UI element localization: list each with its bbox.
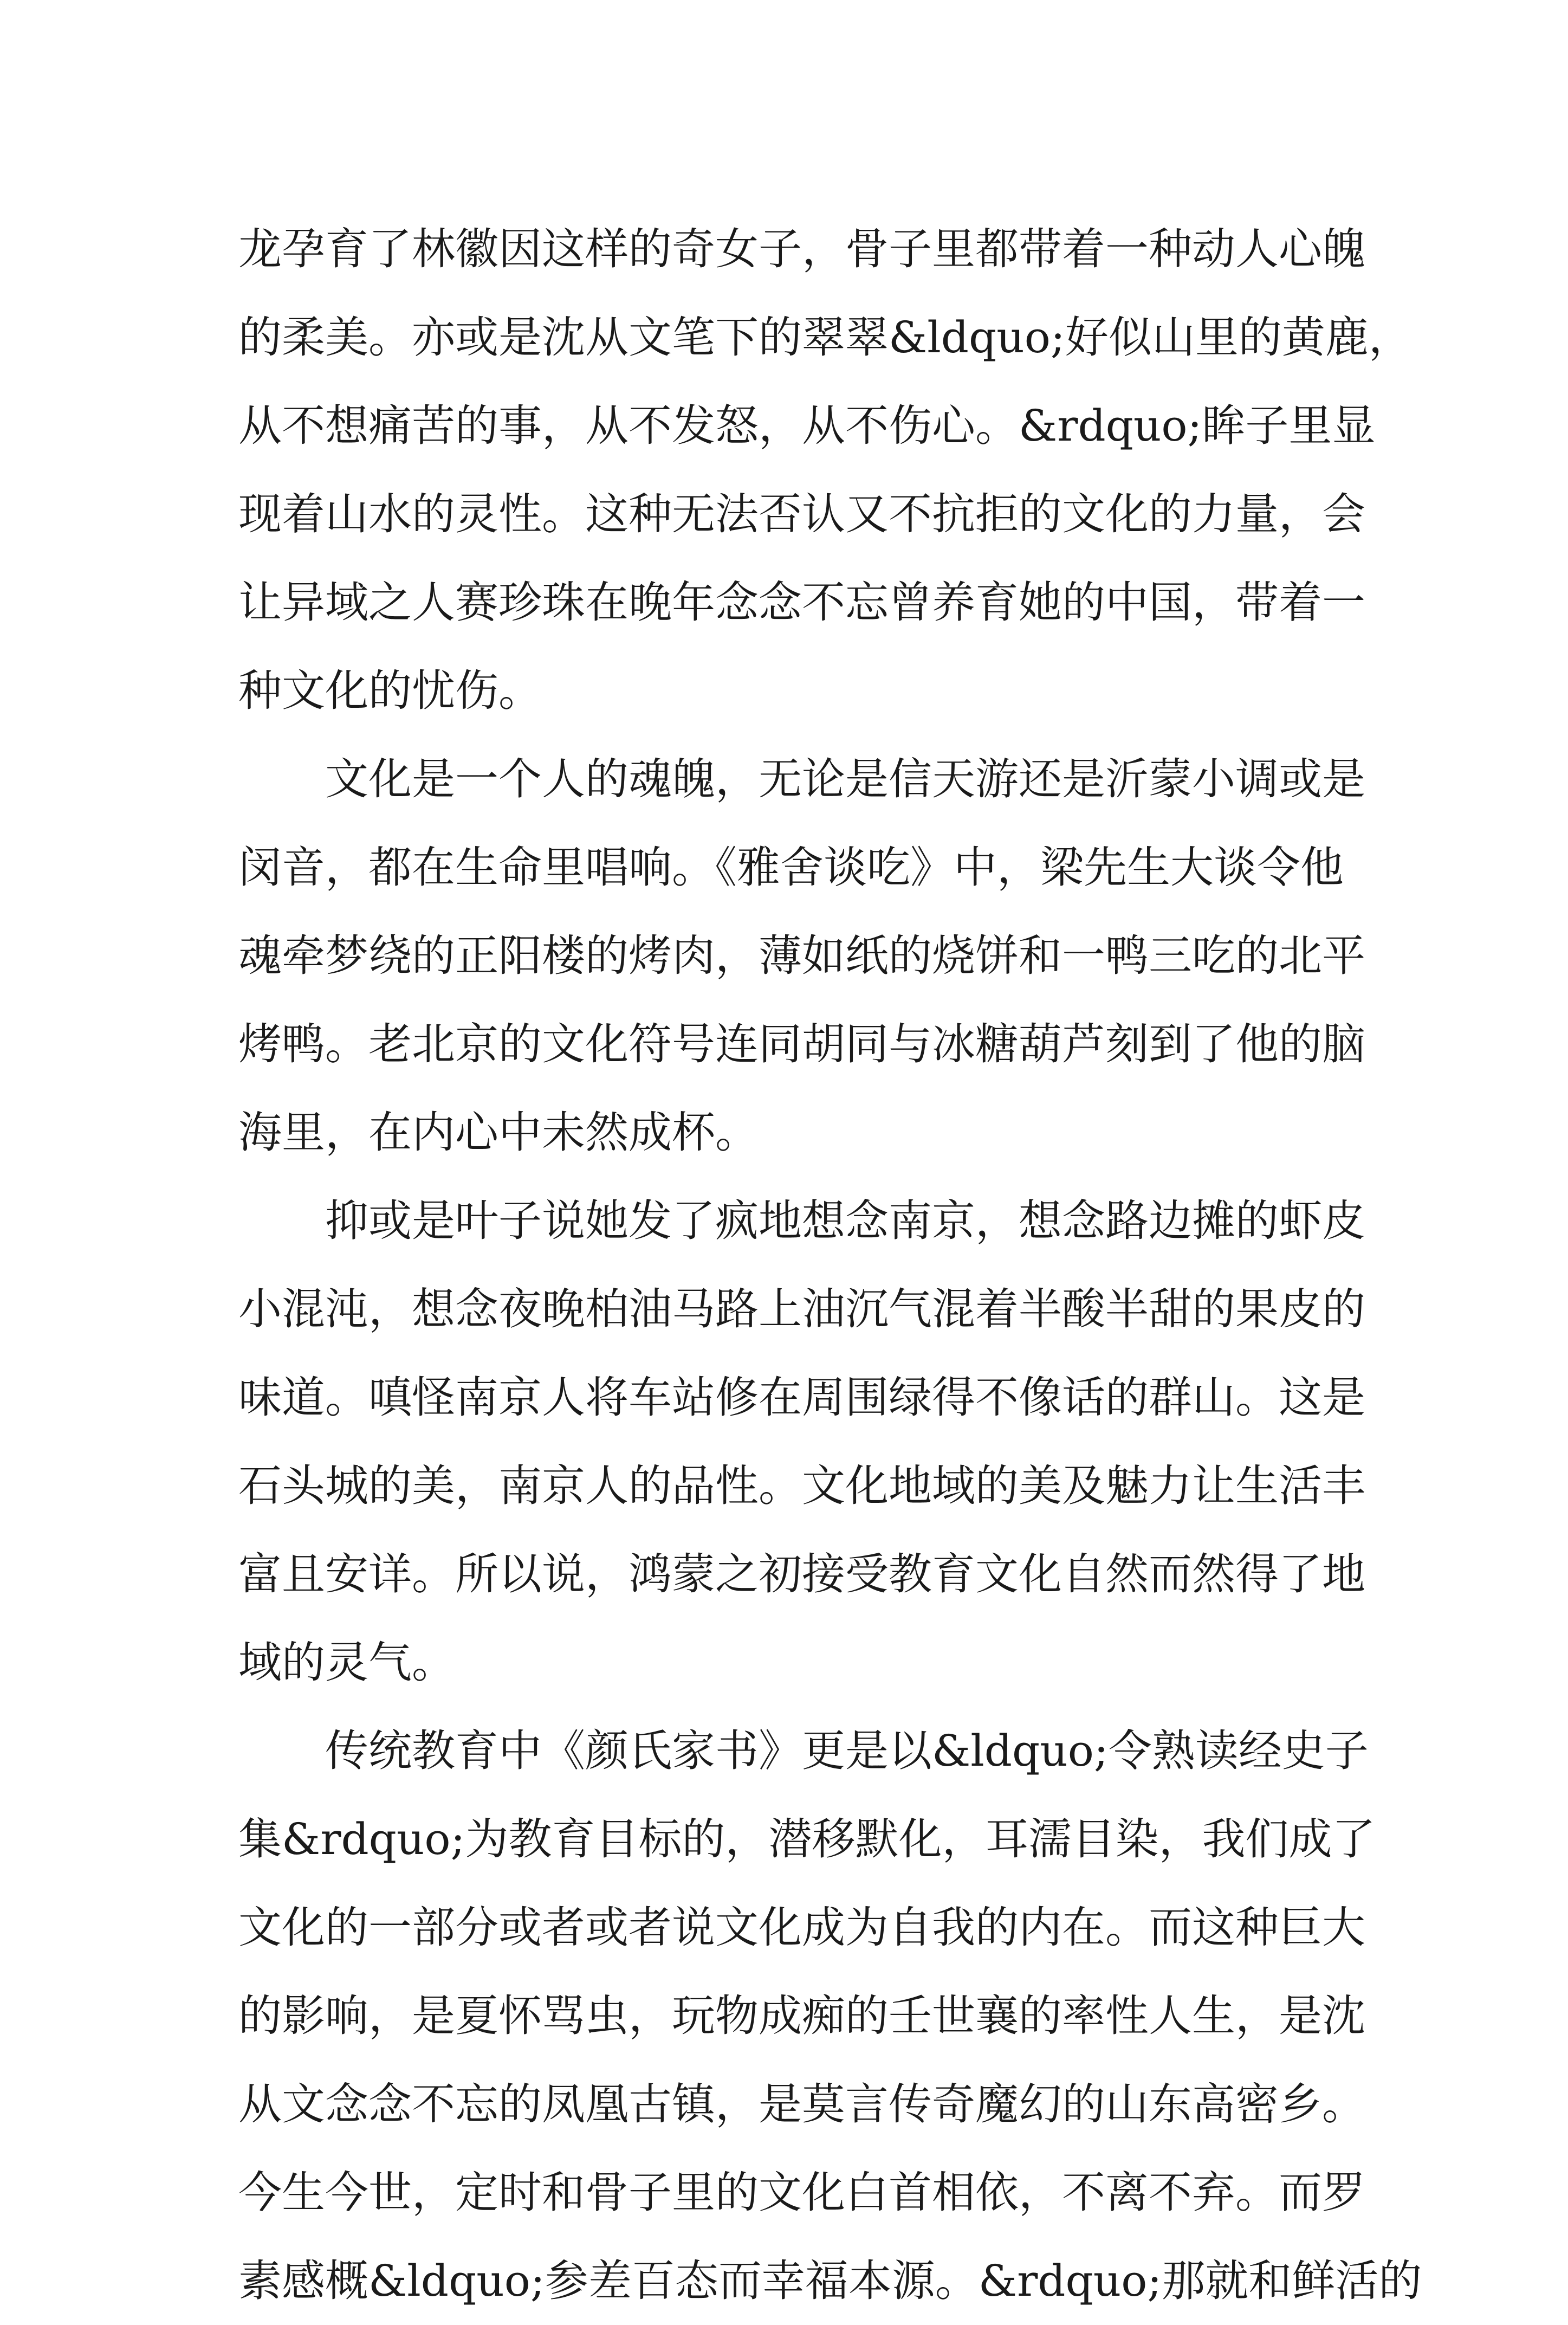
text-line-indented: 传统教育中《颜氏家书》更是以&ldquo;令熟读经史子 (325, 1726, 1369, 1776)
document-body (238, 205, 1422, 2325)
text-line: 闵音，都在生命里唱响。《雅舍谈吃》中，梁先生大谈令他 (238, 842, 1344, 893)
paragraph-3 (238, 1177, 1365, 1707)
text-line: 文化的一部分或者或者说文化成为自我的内在。而这种巨大 (238, 1902, 1365, 1953)
text-line: 今生今世，定时和骨子里的文化白首相依，不离不弃。而罗 (238, 2167, 1365, 2218)
text-line: 现着山水的灵性。这种无法否认又不抗拒的文化的力量，会 (238, 489, 1365, 539)
text-line: 小混沌，想念夜晚柏油马路上油沉气混着半酸半甜的果皮的 (238, 1284, 1365, 1334)
text-line: 从文念念不忘的凤凰古镇，是莫言传奇魔幻的山东高密乡。 (238, 2079, 1365, 2129)
text-line: 烤鸭。老北京的文化符号连同胡同与冰糖葫芦刻到了他的脑 (238, 1019, 1365, 1069)
text-line: 集&rdquo;为教育目标的，潜移默化，耳濡目染，我们成了 (238, 1814, 1376, 1864)
text-line: 海里，在内心中未然成杯。 (238, 1107, 759, 1158)
text-line: 富且安详。所以说，鸿蒙之初接受教育文化自然而然得了地 (238, 1549, 1365, 1599)
text-line: 味道。嗔怪南京人将车站修在周围绿得不像话的群山。这是 (238, 1372, 1365, 1423)
text-line: 让异域之人赛珍珠在晚年念念不忘曾养育她的中国，带着一 (238, 577, 1365, 628)
text-line-indented: 抑或是叶子说她发了疯地想念南京，想念路边摊的虾皮 (325, 1196, 1365, 1246)
text-line-indented: 文化是一个人的魂魄，无论是信天游还是沂蒙小调或是 (325, 754, 1365, 804)
paragraph-4 (238, 1707, 1422, 2325)
paragraph-2 (238, 735, 1365, 1177)
text-line: 素感概&ldquo;参差百态而幸福本源。&rdquo;那就和鲜活的 (238, 2256, 1422, 2306)
text-line: 魂牵梦绕的正阳楼的烤肉，薄如纸的烧饼和一鸭三吃的北平 (238, 931, 1365, 981)
text-line: 域的灵气。 (238, 1637, 455, 1688)
text-line: 龙孕育了林徽因这样的奇女子，骨子里都带着一种动人心魄 (238, 224, 1365, 274)
text-line: 石头城的美，南京人的品性。文化地域的美及魅力让生活丰 (238, 1461, 1365, 1511)
text-line: 的影响，是夏怀骂虫，玩物成痴的壬世襄的率性人生，是沈 (238, 1991, 1365, 2041)
paragraph-1 (238, 205, 1412, 735)
text-line: 种文化的忧伤。 (238, 666, 542, 716)
text-line: 的柔美。亦或是沈从文笔下的翠翠&ldquo;好似山里的黄鹿， (238, 312, 1412, 363)
text-line: 从不想痛苦的事，从不发怒，从不伤心。&rdquo;眸子里显 (238, 401, 1376, 451)
